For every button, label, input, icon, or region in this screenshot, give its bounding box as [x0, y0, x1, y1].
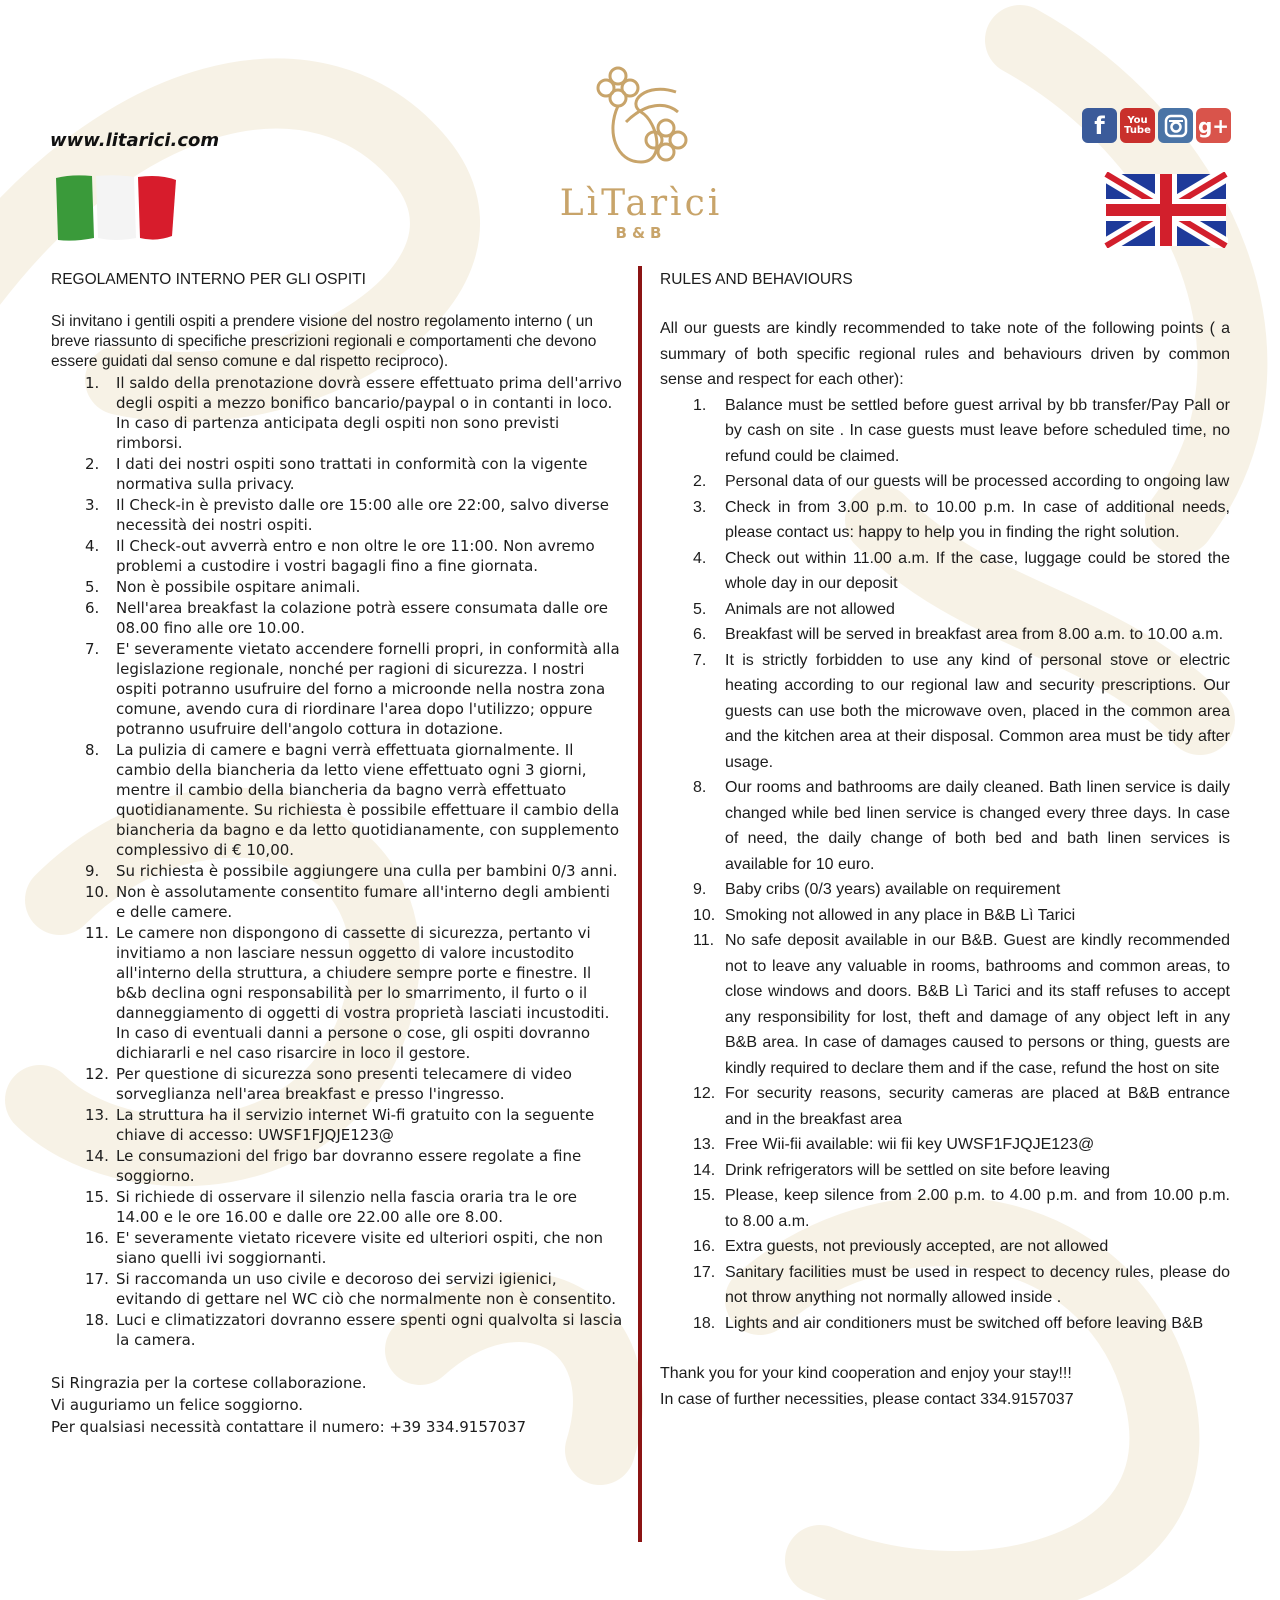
facebook-icon[interactable]: f	[1082, 108, 1117, 143]
english-rule-item	[660, 775, 1230, 877]
youtube-label-you: You	[1127, 114, 1148, 126]
rule-number: 1.	[85, 374, 100, 392]
rule-text: For security reasons, security cameras are placed at B&B entrance and in the breakfast area	[725, 1085, 1230, 1128]
english-rules-list	[660, 393, 1230, 1337]
italian-rule-item	[51, 923, 623, 1063]
rule-text: Si richiede di osservare il silenzio nella fascia oraria tra le ore 14.00 e le ore 16.00 e dalle ore 22.00 alle ore 8.00.	[116, 1188, 577, 1226]
rule-text: No safe deposit available in our B&B. Guest are kindly recommended not to leave any valuable in rooms, bathrooms and common areas, to close windows and doors. B&B Lì Tarici and its staff refuses to accept any responsibility for lost, theft and damage of any object left in any B&B area. In case of damages caused to persons or thing, guests are kindly required to declare them and if the case, refund the host on site	[725, 932, 1230, 1077]
rule-number: 7.	[693, 651, 707, 669]
rule-text: Our rooms and bathrooms are daily cleaned. Bath linen service is daily changed while bed linen service is changed every three days. In case of need, the daily change of both bed and bath linen services is available for 10 euro.	[725, 779, 1230, 873]
italian-rule-item	[51, 1228, 623, 1268]
rule-text: Si raccomanda un uso civile e decoroso dei servizi igienici, evitando di gettare nel WC ciò che normalmente non è consentito.	[116, 1270, 617, 1308]
rule-number: 15.	[693, 1187, 716, 1204]
youtube-icon[interactable]	[1120, 108, 1155, 143]
english-title: RULES AND BEHAVIOURS	[660, 271, 853, 288]
english-rule-item	[660, 546, 1230, 597]
rule-number: 14.	[85, 1147, 109, 1165]
rule-text: Lights and air conditioners must be switched off before leaving B&B	[725, 1314, 1204, 1332]
rule-number: 2.	[85, 455, 100, 473]
rule-number: 1.	[693, 396, 707, 414]
rule-text: It is strictly forbidden to use any kind of personal stove or electric heating according to our regional law and security prescriptions. Our guests can use both the microwave oven, placed in the common area and the kitchen area at their disposal. Common area must be tidy after usage.	[725, 651, 1230, 771]
rule-number: 18.	[693, 1314, 716, 1332]
rule-text: Non è possibile ospitare animali.	[116, 578, 361, 596]
english-rule-item	[660, 622, 1230, 648]
italian-rule-item	[51, 1269, 623, 1309]
rule-text: E' severamente vietato accendere fornelli propri, in conformità alla legislazione regionale, nonché per ragioni di sicurezza. I nostri ospiti potranno usufruire del forno a microonde nella nostra zona comune, avendo cura di riordinare l'area dopo l'utilizzo; oppure potranno usufruire dell'angolo cottura in dotazione.	[116, 640, 620, 738]
rule-number: 5.	[85, 578, 100, 596]
rule-text: I dati dei nostri ospiti sono trattati in conformità con la vigente normativa sulla privacy.	[116, 455, 588, 493]
rule-text: La struttura ha il servizio internet Wi-fi gratuito con la seguente chiave di accesso: UWSF1FJQJE123@	[116, 1106, 595, 1144]
rule-number: 10.	[85, 883, 109, 901]
italian-rule-item	[51, 740, 623, 860]
english-rule-item	[660, 1183, 1230, 1234]
rule-text: E' severamente vietato ricevere visite ed ulteriori ospiti, che non siano quelli ivi soggiornanti.	[116, 1229, 604, 1267]
english-rule-item	[660, 1234, 1230, 1260]
rule-number: 2.	[693, 473, 707, 490]
italian-rule-item	[51, 577, 623, 597]
english-rule-item	[660, 495, 1230, 546]
italian-rule-item	[51, 495, 623, 535]
italian-column	[51, 270, 623, 1438]
italian-rule-item	[51, 373, 623, 453]
rule-text: Sanitary facilities must be used in respect to decency rules, please do not throw anything not normally allowed inside .	[725, 1263, 1230, 1306]
rule-number: 11.	[85, 924, 109, 942]
website-url[interactable]: www.litarici.com	[50, 130, 220, 151]
italian-outro-line: Vi auguriamo un felice soggiorno.	[51, 1396, 304, 1414]
brand-logo	[532, 62, 750, 258]
italian-rule-item	[51, 1187, 623, 1227]
rule-number: 15.	[85, 1188, 109, 1206]
rule-number: 8.	[85, 741, 100, 759]
english-rule-item	[660, 648, 1230, 776]
brand-name: LìTarìci	[559, 183, 723, 224]
rule-text: Extra guests, not previously accepted, are not allowed	[725, 1238, 1109, 1255]
english-rule-item	[660, 1260, 1230, 1311]
english-rule-item	[660, 1158, 1230, 1184]
social-icons	[1082, 108, 1231, 143]
italian-rule-item	[51, 536, 623, 576]
rule-text: La pulizia di camere e bagni verrà effettuata giornalmente. Il cambio della biancheria da letto viene effettuato ogni 3 giorni, mentre il cambio della biancheria da bagno verrà effettuato quotidianamente. Su richiesta è possibile effettuare il cambio della biancheria da bagno e da letto quotidianamente, con supplemento complessivo di € 10,00.	[116, 741, 620, 859]
rule-number: 10.	[693, 906, 716, 924]
rule-text: Animals are not allowed	[725, 600, 895, 618]
rule-number: 11.	[693, 932, 715, 949]
rule-text: Il Check-in è previsto dalle ore 15:00 alle ore 22:00, salvo diverse necessità dei nostri ospiti.	[116, 496, 609, 534]
english-rule-item	[660, 469, 1230, 495]
column-divider	[638, 266, 642, 1542]
italian-rule-item	[51, 1146, 623, 1186]
rule-number: 3.	[693, 498, 707, 516]
rule-number: 18.	[85, 1311, 109, 1329]
rule-text: Baby cribs (0/3 years) available on requirement	[725, 881, 1061, 898]
english-outro	[660, 1361, 1230, 1412]
italian-rule-item	[51, 598, 623, 638]
rule-text: Breakfast will be served in breakfast area from 8.00 a.m. to 10.00 a.m.	[725, 626, 1224, 643]
rule-number: 17.	[85, 1270, 109, 1288]
italian-title: REGOLAMENTO INTERNO PER GLI OSPITI	[51, 271, 366, 288]
rule-text: Non è assolutamente consentito fumare all'interno degli ambienti e delle camere.	[116, 883, 610, 921]
rule-text: Su richiesta è possibile aggiungere una culla per bambini 0/3 anni.	[116, 862, 618, 880]
rule-text: Smoking not allowed in any place in B&B Lì Tarici	[725, 906, 1076, 924]
italian-rule-item	[51, 1105, 623, 1145]
rule-text: Balance must be settled before guest arrival by bb transfer/Pay Pall or by cash on site . In case guests must leave before scheduled time, no refund could be claimed.	[725, 396, 1230, 465]
italian-rule-item	[51, 454, 623, 494]
rule-number: 17.	[693, 1263, 716, 1281]
italian-rule-item	[51, 1064, 623, 1104]
youtube-label-tube: Tube	[1124, 124, 1151, 136]
rule-text: Le camere non dispongono di cassette di sicurezza, pertanto vi invitiamo a non lasciare nessun oggetto di valore incustodito all'interno della struttura, a chiudere sempre porte e finestre. Il b&b declina ogni responsabilità per lo smarrimento, il furto o il danneggiamento di oggetti di vostra proprietà lasciati incustoditi. In caso di eventuali danni a persone o cose, gli ospiti dovranno dichiararli e nel caso risarcire in loco il gestore.	[116, 924, 610, 1062]
instagram-icon[interactable]	[1158, 108, 1193, 143]
rule-number: 7.	[85, 640, 100, 658]
rule-number: 5.	[693, 600, 707, 618]
english-outro-line: Thank you for your kind cooperation and enjoy your stay!!!	[660, 1365, 1072, 1382]
rule-text: Nell'area breakfast la colazione potrà essere consumata dalle ore 08.00 fino alle ore 10.00.	[116, 599, 608, 637]
rule-text: Please, keep silence from 2.00 p.m. to 4.00 p.m. and from 10.00 p.m. to 8.00 a.m.	[725, 1187, 1230, 1230]
italian-rule-item	[51, 1310, 623, 1350]
flower-logo-icon	[586, 62, 696, 182]
rule-text: Il saldo della prenotazione dovrà essere effettuato prima dell'arrivo degli ospiti a mezzo bonifico bancario/paypal o in contanti in loco. In caso di partenza anticipata degli ospiti non sono previsti rimborsi.	[116, 374, 622, 452]
italian-intro: Si invitano i gentili ospiti a prendere visione del nostro regolamento interno ( un breve riassunto di specifiche prescrizioni regionali e comportamenti che devono essere guidati dal senso comune e dal rispetto reciproco).	[51, 313, 597, 370]
rule-number: 14.	[693, 1161, 716, 1179]
rule-number: 16.	[693, 1238, 716, 1255]
italian-outro	[51, 1372, 623, 1438]
english-rule-item	[660, 1132, 1230, 1158]
rule-number: 6.	[85, 599, 100, 617]
english-rule-item	[660, 928, 1230, 1081]
rule-number: 6.	[693, 626, 707, 643]
uk-flag-icon	[1104, 172, 1228, 248]
rule-number: 13.	[85, 1106, 109, 1124]
italian-outro-line: Si Ringrazia per la cortese collaborazione.	[51, 1374, 367, 1392]
english-rule-item	[660, 1081, 1230, 1132]
google-plus-icon[interactable]: g+	[1196, 108, 1231, 143]
rule-number: 4.	[85, 537, 100, 555]
rule-text: Luci e climatizzatori dovranno essere spenti ogni qualvolta si lascia la camera.	[116, 1311, 623, 1349]
english-outro-line: In case of further necessities, please contact 334.9157037	[660, 1390, 1074, 1408]
rule-number: 16.	[85, 1229, 109, 1247]
rule-number: 12.	[693, 1085, 716, 1102]
english-rule-item	[660, 877, 1230, 903]
rule-number: 8.	[693, 779, 707, 796]
english-intro: All our guests are kindly recommended to take note of the following points ( a summary of both specific regional rules and behaviours driven by common sense and respect for each other):	[660, 320, 1230, 388]
rule-number: 13.	[693, 1136, 716, 1153]
rule-text: Le consumazioni del frigo bar dovranno essere regolate a fine soggiorno.	[116, 1147, 582, 1185]
rule-number: 4.	[693, 549, 707, 567]
italian-outro-line: Per qualsiasi necessità contattare il numero: +39 334.9157037	[51, 1418, 527, 1436]
italian-rules-list	[51, 373, 623, 1350]
english-rule-item	[660, 393, 1230, 470]
rule-number: 9.	[85, 862, 100, 880]
rule-number: 3.	[85, 496, 100, 514]
rule-text: Check in from 3.00 p.m. to 10.00 p.m. In case of additional needs, please contact us: happy to help you in finding the right solution.	[725, 498, 1230, 541]
english-rule-item	[660, 1311, 1230, 1337]
rule-text: Il Check-out avverrà entro e non oltre le ore 11:00. Non avremo problemi a custodire i vostri bagagli fino a fine giornata.	[116, 537, 595, 575]
italian-flag-icon	[52, 172, 178, 244]
rule-number: 12.	[85, 1065, 109, 1083]
italian-rule-item	[51, 882, 623, 922]
italian-rule-item	[51, 861, 623, 881]
english-column	[660, 270, 1230, 1412]
brand-subtitle: B&B	[615, 224, 667, 242]
rule-text: Per questione di sicurezza sono presenti telecamere di video sorveglianza nell'area breakfast e presso l'ingresso.	[116, 1065, 572, 1103]
rule-number: 9.	[693, 881, 707, 898]
rule-text: Check out within 11.00 a.m. If the case, luggage could be stored the whole day in our deposit	[725, 549, 1230, 592]
rule-text: Personal data of our guests will be processed according to ongoing law	[725, 473, 1230, 490]
english-rule-item	[660, 597, 1230, 623]
italian-rule-item	[51, 639, 623, 739]
english-rule-item	[660, 903, 1230, 929]
rule-text: Free Wii-fii available: wii fii key UWSF1FJQJE123@	[725, 1136, 1095, 1153]
rule-text: Drink refrigerators will be settled on site before leaving	[725, 1161, 1111, 1179]
